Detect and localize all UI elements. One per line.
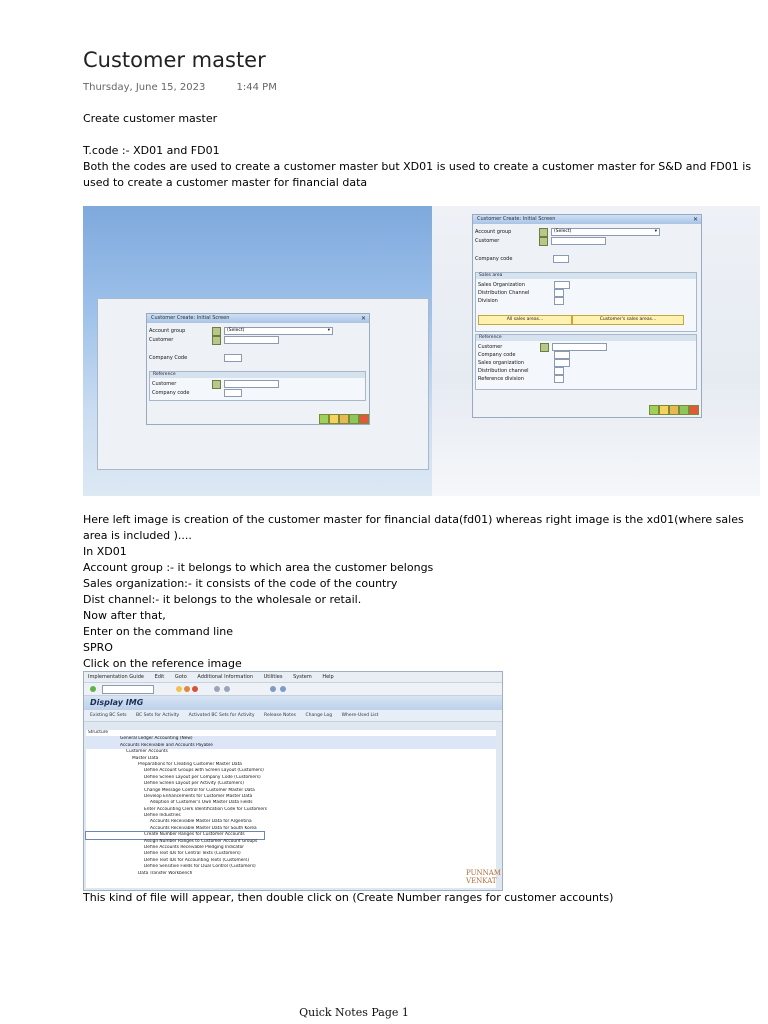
- note-line: Click on the reference image: [83, 657, 242, 670]
- note-line: T.code :- XD01 and FD01: [83, 144, 220, 157]
- note-line: In XD01: [83, 545, 127, 558]
- search-help-icon[interactable]: [212, 336, 221, 345]
- ref-division-label: Reference division: [478, 376, 524, 382]
- ref-dist-channel-label: Distribution channel: [478, 368, 529, 374]
- reference-header: Reference: [150, 372, 365, 378]
- layout-icon[interactable]: [270, 686, 276, 692]
- tree-node[interactable]: Preparations for Creating Customer Master Data: [138, 761, 242, 767]
- note-line: Now after that,: [83, 609, 166, 622]
- tree-node[interactable]: Accounts Receivable and Accounts Payable: [86, 743, 496, 749]
- screen-heading: Display IMG: [84, 696, 502, 710]
- sales-org-label: Sales Organization: [478, 282, 525, 288]
- account-group-label: Account group: [475, 229, 512, 235]
- page-footer: Quick Notes Page 1: [299, 1006, 409, 1019]
- menu-item[interactable]: Additional Information: [197, 674, 254, 680]
- company-code-label: Company code: [475, 256, 513, 262]
- dist-channel-input[interactable]: [554, 289, 564, 297]
- account-group-select[interactable]: (Select) ▾: [224, 327, 333, 335]
- page-time: 1:44 PM: [236, 82, 277, 93]
- search-help-icon[interactable]: [540, 343, 549, 352]
- xd01-dialog: [472, 214, 702, 418]
- help-icon[interactable]: [280, 686, 286, 692]
- note-line: Enter on the command line: [83, 625, 234, 638]
- company-code-input[interactable]: [553, 255, 569, 263]
- fd01-window: [97, 298, 429, 470]
- toolbar-button[interactable]: Where-Used List: [341, 713, 379, 718]
- search-help-icon[interactable]: [539, 237, 548, 246]
- print-icon[interactable]: [214, 686, 220, 692]
- search-help-icon[interactable]: [212, 327, 221, 336]
- fd01-dialog-title: Customer Create: Initial Screen: [151, 315, 230, 321]
- command-field[interactable]: [102, 685, 154, 694]
- close-icon[interactable]: ✕: [360, 315, 366, 322]
- tree-node[interactable]: Change Message Control for Customer Master Data: [144, 787, 255, 793]
- tree-node[interactable]: Master Data: [132, 755, 159, 761]
- toolbar-button[interactable]: Change Log: [305, 713, 333, 718]
- ref-sales-org-label: Sales organization: [478, 360, 524, 366]
- note-line: Dist channel:- it belongs to the wholesale or retail.: [83, 593, 362, 606]
- menu-item[interactable]: Edit: [154, 674, 165, 680]
- tree-node[interactable]: Data Transfer Workbench: [138, 870, 193, 876]
- check-icon[interactable]: [349, 414, 359, 424]
- data-icon[interactable]: [329, 414, 339, 424]
- note-line: Create customer master: [83, 112, 218, 125]
- sales-area-header: Sales area: [476, 273, 696, 279]
- customer-sales-areas-button[interactable]: Customer's sales areas...: [572, 315, 684, 325]
- cancel-icon[interactable]: [192, 686, 198, 692]
- back-icon[interactable]: [176, 686, 182, 692]
- structure-label: Structure: [88, 730, 108, 735]
- tree-node[interactable]: Customer Accounts: [126, 749, 168, 755]
- tree-node[interactable]: Define Screen Layout per Company Code (Customers): [144, 774, 261, 780]
- reference-group: [149, 371, 366, 401]
- exit-icon[interactable]: [184, 686, 190, 692]
- cancel-icon[interactable]: [689, 405, 699, 415]
- toolbar-button[interactable]: Activated BC Sets for Activity: [188, 713, 255, 718]
- xd01-screenshot: [432, 206, 760, 496]
- sales-area-group: [475, 272, 697, 332]
- note-line: Sales organization:- it consists of the code of the country: [83, 577, 398, 590]
- sales-org-input[interactable]: [554, 281, 570, 289]
- reference-group: [475, 334, 697, 390]
- system-toolbar: [84, 683, 502, 696]
- dist-channel-label: Distribution Channel: [478, 290, 530, 296]
- check-icon[interactable]: [679, 405, 689, 415]
- img-structure-tree: [86, 730, 501, 888]
- ref-customer-input[interactable]: [552, 343, 607, 351]
- tree-node[interactable]: Assign Number Ranges to Customer Account Groups: [144, 838, 258, 844]
- close-icon[interactable]: ✕: [692, 216, 698, 223]
- customer-input[interactable]: [551, 237, 606, 245]
- all-sales-areas-button[interactable]: All sales areas...: [478, 315, 572, 325]
- tree-node[interactable]: Enter Accounting Clerk Identification Code for Customers: [144, 806, 268, 812]
- search-help-icon[interactable]: [539, 228, 548, 237]
- edit-icon[interactable]: [339, 414, 349, 424]
- tree-node[interactable]: Accounts Receivable Master Data for Argentina: [150, 819, 252, 825]
- page-title: Customer master: [83, 48, 266, 72]
- tree-node[interactable]: General Ledger Accounting (New): [86, 736, 496, 742]
- enter-icon[interactable]: [90, 686, 96, 692]
- account-group-select[interactable]: (Select) ▾: [551, 228, 660, 236]
- tree-node[interactable]: Develop Enhancements for Customer Master Data: [144, 793, 253, 799]
- menu-bar: [84, 672, 502, 683]
- enter-icon[interactable]: [319, 414, 329, 424]
- application-toolbar: [84, 710, 502, 722]
- ref-sales-org-input[interactable]: [554, 359, 570, 367]
- page-meta: [83, 82, 305, 93]
- reference-header: Reference: [476, 335, 696, 341]
- account-group-label: Account group: [149, 328, 186, 334]
- edit-icon[interactable]: [669, 405, 679, 415]
- company-code-input[interactable]: [224, 354, 242, 362]
- menu-item[interactable]: Goto: [174, 674, 187, 680]
- search-help-icon[interactable]: [212, 380, 221, 389]
- tree-node[interactable]: Define Accounts Receivable Pledging Indicator: [144, 845, 244, 851]
- enter-icon[interactable]: [649, 405, 659, 415]
- tree-node[interactable]: Define Industries: [144, 813, 181, 819]
- note-line: Account group :- it belongs to which area the customer belongs: [83, 561, 434, 574]
- ref-division-input[interactable]: [554, 375, 564, 383]
- tree-node[interactable]: Define Text IDs for Accounting Texts (Customers): [144, 857, 250, 863]
- note-line: This kind of file will appear, then double click on (Create Number ranges for customer accounts): [83, 891, 614, 904]
- ref-dist-channel-input[interactable]: [554, 367, 564, 375]
- customer-input[interactable]: [224, 336, 279, 344]
- division-input[interactable]: [554, 297, 564, 305]
- ref-company-code-label: Company code: [152, 390, 190, 396]
- spro-screenshot: [83, 671, 503, 891]
- xd01-dialog-titlebar: [473, 215, 701, 224]
- xd01-dialog-title: Customer Create: Initial Screen: [477, 216, 556, 222]
- tree-node[interactable]: Define Screen Layout per Activity (Customers): [144, 781, 244, 787]
- tree-node[interactable]: Define Sensitive Fields for Dual Control (Customers): [144, 864, 256, 870]
- toolbar-button[interactable]: Existing BC Sets: [90, 713, 127, 718]
- note-paragraph: Both the codes are used to create a customer master but XD01 is used to create a customer master for S&D and FD01 is used to create a customer master for financial data: [83, 160, 752, 189]
- ref-customer-label: Customer: [152, 381, 177, 387]
- page-date: Thursday, June 15, 2023: [83, 82, 206, 93]
- tree-node[interactable]: Adoption of Customer's Own Master Data Fields: [150, 800, 253, 806]
- cancel-icon[interactable]: [359, 414, 369, 424]
- menu-item[interactable]: System: [293, 674, 312, 680]
- tree-node[interactable]: Accounts Receivable Master Data for South Korea: [150, 825, 257, 831]
- data-icon[interactable]: [659, 405, 669, 415]
- tree-node[interactable]: Define Account Groups with Screen Layout (Customers): [144, 768, 264, 774]
- note-paragraph: Here left image is creation of the customer master for financial data(fd01) whereas right image is the xd01(where sales area is included )....: [83, 513, 744, 542]
- ref-company-code-label: Company code: [478, 352, 516, 358]
- customer-label: Customer: [475, 238, 500, 244]
- release-notes-button[interactable]: Release Notes: [264, 713, 297, 718]
- division-label: Division: [478, 298, 498, 304]
- toolbar-button[interactable]: BC Sets for Activity: [136, 713, 180, 718]
- menu-item[interactable]: Utilities: [263, 674, 283, 680]
- menu-item[interactable]: Help: [322, 674, 334, 680]
- watermark: PUNNAM VENKAT: [466, 869, 501, 885]
- customer-label: Customer: [149, 337, 174, 343]
- ref-company-code-input[interactable]: [554, 351, 570, 359]
- find-icon[interactable]: [224, 686, 230, 692]
- fd01-dialog-titlebar: [147, 314, 369, 323]
- ref-customer-input[interactable]: [224, 380, 279, 388]
- ref-company-code-input[interactable]: [224, 389, 242, 397]
- menu-item[interactable]: Implementation Guide: [88, 674, 144, 680]
- fd01-screenshot: [83, 206, 432, 496]
- create-number-ranges-node[interactable]: Create Number Ranges for Customer Accounts: [86, 832, 264, 838]
- tree-node[interactable]: Define Text IDs for Central Texts (Customers): [144, 851, 241, 857]
- ref-customer-label: Customer: [478, 344, 503, 350]
- note-line: SPRO: [83, 641, 113, 654]
- fd01-dialog: [146, 313, 370, 425]
- company-code-label: Company Code: [149, 355, 188, 361]
